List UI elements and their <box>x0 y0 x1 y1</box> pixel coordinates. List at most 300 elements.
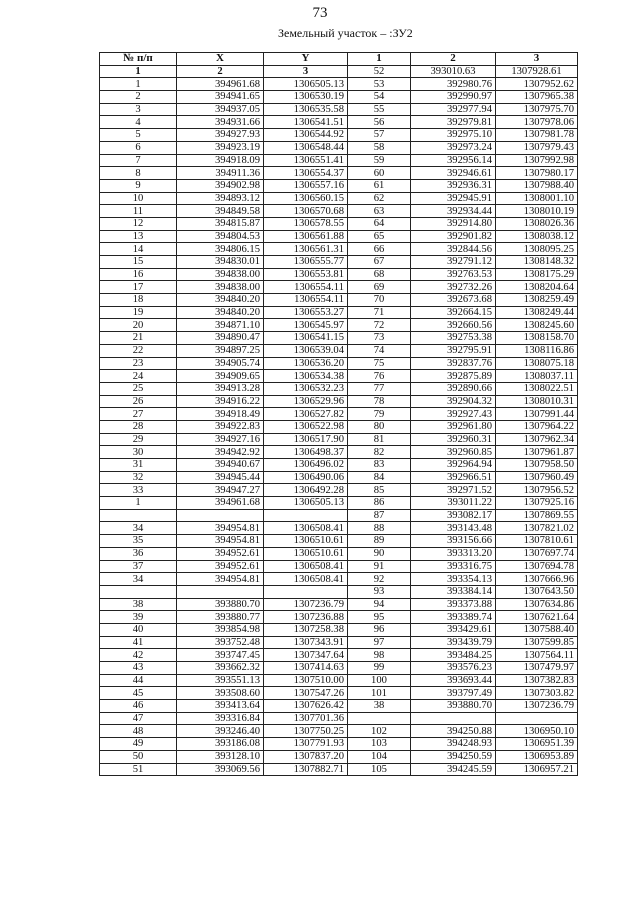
x-coordinate-cell: 394952.61 <box>177 560 264 573</box>
point-number-cell: 17 <box>100 281 177 294</box>
table-row <box>100 522 578 535</box>
y-coordinate-cell: 1306498.37 <box>264 446 348 459</box>
table-row <box>100 585 578 598</box>
x-coordinate-cell: 392927.43 <box>411 408 496 421</box>
y-coordinate-cell: 1307697.74 <box>496 547 578 560</box>
y-coordinate-cell: 1307791.93 <box>264 738 348 751</box>
x-coordinate-cell: 392934.44 <box>411 205 496 218</box>
y-coordinate-cell <box>264 509 348 522</box>
table-row <box>100 382 578 395</box>
x-coordinate-cell: 393069.56 <box>177 763 264 776</box>
x-coordinate-cell: 394248.93 <box>411 738 496 751</box>
parcel-title: Земельный участок – :ЗУ2 <box>278 26 413 40</box>
x-coordinate-cell: 392904.32 <box>411 395 496 408</box>
x-coordinate-cell: 394942.92 <box>177 446 264 459</box>
y-coordinate-cell: 1306517.90 <box>264 433 348 446</box>
y-coordinate-cell <box>264 585 348 598</box>
point-number-cell: 21 <box>100 332 177 345</box>
x-coordinate-cell: 392945.91 <box>411 192 496 205</box>
point-number-cell: 43 <box>100 662 177 675</box>
point-number-cell: 63 <box>348 205 411 218</box>
y-coordinate-cell: 1307978.06 <box>496 116 578 129</box>
point-number-cell: 92 <box>348 573 411 586</box>
x-coordinate-cell: 393429.61 <box>411 623 496 636</box>
x-coordinate-cell: 394806.15 <box>177 243 264 256</box>
y-coordinate-cell: 1306950.10 <box>496 725 578 738</box>
y-coordinate-cell: 1307236.79 <box>496 700 578 713</box>
y-coordinate-cell: 1308116.86 <box>496 344 578 357</box>
point-number-cell: 24 <box>100 370 177 383</box>
point-number-cell: 95 <box>348 611 411 624</box>
x-coordinate-cell: 393082.17 <box>411 509 496 522</box>
x-coordinate-cell: 393186.08 <box>177 738 264 751</box>
y-coordinate-cell: 1307975.70 <box>496 103 578 116</box>
x-coordinate-cell: 394838.00 <box>177 281 264 294</box>
page-number: 73 <box>312 5 328 21</box>
point-number-cell: 93 <box>348 585 411 598</box>
y-coordinate-cell: 1307694.78 <box>496 560 578 573</box>
column-number-cell: 2 <box>177 65 264 78</box>
point-number-cell: 69 <box>348 281 411 294</box>
point-number-cell: 55 <box>348 103 411 116</box>
x-coordinate-cell <box>411 712 496 725</box>
y-coordinate-cell: 1306545.97 <box>264 319 348 332</box>
x-coordinate-cell: 393551.13 <box>177 674 264 687</box>
y-coordinate-cell: 1307621.64 <box>496 611 578 624</box>
point-number-cell: 65 <box>348 230 411 243</box>
table-row <box>100 674 578 687</box>
point-number-cell: 27 <box>100 408 177 421</box>
y-coordinate-cell: 1307837.20 <box>264 750 348 763</box>
table-row <box>100 573 578 586</box>
point-number-cell: 68 <box>348 268 411 281</box>
table-row <box>100 662 578 675</box>
y-coordinate-cell: 1306536.20 <box>264 357 348 370</box>
point-number-cell: 44 <box>100 674 177 687</box>
y-coordinate-cell: 1306553.27 <box>264 306 348 319</box>
table-row <box>100 763 578 776</box>
point-number-cell: 100 <box>348 674 411 687</box>
y-coordinate-cell: 1307961.87 <box>496 446 578 459</box>
y-coordinate-cell: 1308026.36 <box>496 217 578 230</box>
y-coordinate-cell: 1307599.85 <box>496 636 578 649</box>
x-coordinate-cell: 393413.64 <box>177 700 264 713</box>
x-coordinate-cell: 392664.15 <box>411 306 496 319</box>
point-number-cell: 105 <box>348 763 411 776</box>
point-number-cell: 98 <box>348 649 411 662</box>
point-number-cell: 58 <box>348 141 411 154</box>
table-row <box>100 408 578 421</box>
y-coordinate-cell: 1308037.11 <box>496 370 578 383</box>
table-row <box>100 129 578 142</box>
point-number-cell: 102 <box>348 725 411 738</box>
y-coordinate-cell: 1307547.26 <box>264 687 348 700</box>
point-number-cell: 89 <box>348 535 411 548</box>
header-point-number: № п/п <box>100 53 177 66</box>
x-coordinate-cell: 393880.77 <box>177 611 264 624</box>
x-coordinate-cell: 393373.88 <box>411 598 496 611</box>
y-coordinate-cell: 1306544.92 <box>264 129 348 142</box>
point-number-cell: 96 <box>348 623 411 636</box>
y-coordinate-cell: 1306553.81 <box>264 268 348 281</box>
y-coordinate-cell: 1307992.98 <box>496 154 578 167</box>
y-coordinate-cell: 1306554.11 <box>264 281 348 294</box>
table-row <box>100 179 578 192</box>
y-coordinate-cell: 1307981.78 <box>496 129 578 142</box>
y-coordinate-cell: 1308075.18 <box>496 357 578 370</box>
point-number-cell: 23 <box>100 357 177 370</box>
y-coordinate-cell: 1307952.62 <box>496 78 578 91</box>
y-coordinate-cell: 1308175.29 <box>496 268 578 281</box>
point-number-cell: 10 <box>100 192 177 205</box>
y-coordinate-cell: 1308249.44 <box>496 306 578 319</box>
x-coordinate-cell: 392673.68 <box>411 294 496 307</box>
point-number-cell: 28 <box>100 420 177 433</box>
x-coordinate-cell: 393128.10 <box>177 750 264 763</box>
point-number-cell: 71 <box>348 306 411 319</box>
table-row <box>100 91 578 104</box>
y-coordinate-cell: 1306541.15 <box>264 332 348 345</box>
y-coordinate-cell: 1308010.31 <box>496 395 578 408</box>
table-row <box>100 395 578 408</box>
y-coordinate-cell: 1306508.41 <box>264 522 348 535</box>
point-number-cell <box>100 585 177 598</box>
point-number-cell: 86 <box>348 497 411 510</box>
y-coordinate-cell: 1307925.16 <box>496 497 578 510</box>
table-row <box>100 433 578 446</box>
x-coordinate-cell: 394840.20 <box>177 306 264 319</box>
x-coordinate-cell: 393854.98 <box>177 623 264 636</box>
point-number-cell: 4 <box>100 116 177 129</box>
y-coordinate-cell: 1307634.86 <box>496 598 578 611</box>
y-coordinate-cell: 1307258.38 <box>264 623 348 636</box>
point-number-cell: 1 <box>100 497 177 510</box>
y-coordinate-cell: 1306557.16 <box>264 179 348 192</box>
point-number-cell: 52 <box>348 65 411 78</box>
x-coordinate-cell: 393156.66 <box>411 535 496 548</box>
point-number-cell: 31 <box>100 459 177 472</box>
point-number-cell: 41 <box>100 636 177 649</box>
point-number-cell: 18 <box>100 294 177 307</box>
y-coordinate-cell: 1307960.49 <box>496 471 578 484</box>
table-row <box>100 649 578 662</box>
point-number-cell: 59 <box>348 154 411 167</box>
point-number-cell: 34 <box>100 522 177 535</box>
point-number-cell: 94 <box>348 598 411 611</box>
x-coordinate-cell: 394838.00 <box>177 268 264 281</box>
y-coordinate-cell: 1306496.02 <box>264 459 348 472</box>
x-coordinate-cell: 394937.05 <box>177 103 264 116</box>
y-coordinate-cell: 1307588.40 <box>496 623 578 636</box>
point-number-cell: 83 <box>348 459 411 472</box>
x-coordinate-cell: 392973.24 <box>411 141 496 154</box>
y-coordinate-cell: 1307564.11 <box>496 649 578 662</box>
y-coordinate-cell: 1308095.25 <box>496 243 578 256</box>
x-coordinate-cell: 392837.76 <box>411 357 496 370</box>
x-coordinate-cell: 393484.25 <box>411 649 496 662</box>
x-coordinate-cell: 392795.91 <box>411 344 496 357</box>
point-number-cell: 67 <box>348 256 411 269</box>
x-coordinate-cell: 394961.68 <box>177 78 264 91</box>
x-coordinate-cell: 392960.31 <box>411 433 496 446</box>
y-coordinate-cell: 1306529.96 <box>264 395 348 408</box>
header-x: X <box>177 53 264 66</box>
x-coordinate-cell: 393747.45 <box>177 649 264 662</box>
point-number-cell: 37 <box>100 560 177 573</box>
point-number-cell: 78 <box>348 395 411 408</box>
x-coordinate-cell: 393313.20 <box>411 547 496 560</box>
x-coordinate-cell: 394952.61 <box>177 547 264 560</box>
point-number-cell: 42 <box>100 649 177 662</box>
y-coordinate-cell: 1307510.00 <box>264 674 348 687</box>
table-row <box>100 484 578 497</box>
y-coordinate-cell: 1306508.41 <box>264 573 348 586</box>
x-coordinate-cell: 394947.27 <box>177 484 264 497</box>
y-coordinate-cell: 1306560.15 <box>264 192 348 205</box>
x-coordinate-cell: 392966.51 <box>411 471 496 484</box>
y-coordinate-cell: 1307303.82 <box>496 687 578 700</box>
table-row <box>100 344 578 357</box>
y-coordinate-cell: 1308010.19 <box>496 205 578 218</box>
point-number-cell: 38 <box>100 598 177 611</box>
point-number-cell: 64 <box>348 217 411 230</box>
x-coordinate-cell: 392936.31 <box>411 179 496 192</box>
x-coordinate-cell: 394961.68 <box>177 497 264 510</box>
y-coordinate-cell: 1307988.40 <box>496 179 578 192</box>
y-coordinate-cell: 1306570.68 <box>264 205 348 218</box>
y-coordinate-cell: 1308245.60 <box>496 319 578 332</box>
point-number-cell: 30 <box>100 446 177 459</box>
header-y-2: 3 <box>496 53 578 66</box>
table-row <box>100 205 578 218</box>
point-number-cell: 11 <box>100 205 177 218</box>
point-number-cell: 60 <box>348 167 411 180</box>
point-number-cell: 26 <box>100 395 177 408</box>
y-coordinate-cell: 1307236.79 <box>264 598 348 611</box>
point-number-cell: 85 <box>348 484 411 497</box>
y-coordinate-cell: 1307701.36 <box>264 712 348 725</box>
table-header-row <box>100 53 578 66</box>
point-number-cell: 33 <box>100 484 177 497</box>
x-coordinate-cell: 393389.74 <box>411 611 496 624</box>
table-row <box>100 357 578 370</box>
y-coordinate-cell: 1306534.38 <box>264 370 348 383</box>
y-coordinate-cell: 1308204.64 <box>496 281 578 294</box>
y-coordinate-cell: 1306492.28 <box>264 484 348 497</box>
x-coordinate-cell: 393011.22 <box>411 497 496 510</box>
table-row <box>100 217 578 230</box>
table-row <box>100 370 578 383</box>
point-number-cell: 84 <box>348 471 411 484</box>
point-number-cell <box>100 509 177 522</box>
point-number-cell: 90 <box>348 547 411 560</box>
y-coordinate-cell: 1308001.10 <box>496 192 578 205</box>
x-coordinate-cell: 394897.25 <box>177 344 264 357</box>
column-number-cell: 3 <box>264 65 348 78</box>
table-row <box>100 319 578 332</box>
table-row <box>100 167 578 180</box>
y-coordinate-cell: 1307964.22 <box>496 420 578 433</box>
point-number-cell: 72 <box>348 319 411 332</box>
point-number-cell: 66 <box>348 243 411 256</box>
x-coordinate-cell: 392946.61 <box>411 167 496 180</box>
point-number-cell: 3 <box>100 103 177 116</box>
y-coordinate-cell: 1307962.34 <box>496 433 578 446</box>
point-number-cell: 14 <box>100 243 177 256</box>
point-number-cell: 77 <box>348 382 411 395</box>
table-row <box>100 420 578 433</box>
x-coordinate-cell: 392960.85 <box>411 446 496 459</box>
y-coordinate-cell: 1306505.13 <box>264 78 348 91</box>
x-coordinate-cell: 393246.40 <box>177 725 264 738</box>
header-x-2: 2 <box>411 53 496 66</box>
point-number-cell: 82 <box>348 446 411 459</box>
x-coordinate-cell: 392732.26 <box>411 281 496 294</box>
x-coordinate-cell: 392975.10 <box>411 129 496 142</box>
point-number-cell: 49 <box>100 738 177 751</box>
x-coordinate-cell: 394893.12 <box>177 192 264 205</box>
table-row <box>100 294 578 307</box>
point-number-cell: 70 <box>348 294 411 307</box>
y-coordinate-cell: 1306578.55 <box>264 217 348 230</box>
point-number-cell: 53 <box>348 78 411 91</box>
y-coordinate-cell: 1307643.50 <box>496 585 578 598</box>
point-number-cell: 45 <box>100 687 177 700</box>
point-number-cell: 1 <box>100 78 177 91</box>
point-number-cell: 81 <box>348 433 411 446</box>
x-coordinate-cell: 394815.87 <box>177 217 264 230</box>
header-point-number-2: 1 <box>348 53 411 66</box>
point-number-cell: 29 <box>100 433 177 446</box>
x-coordinate-cell: 392914.80 <box>411 217 496 230</box>
point-number-cell: 101 <box>348 687 411 700</box>
point-number-cell: 47 <box>100 712 177 725</box>
coordinates-table <box>99 52 578 776</box>
point-number-cell: 7 <box>100 154 177 167</box>
x-coordinate-cell: 393508.60 <box>177 687 264 700</box>
point-number-cell: 32 <box>100 471 177 484</box>
y-coordinate-cell: 1307626.42 <box>264 700 348 713</box>
y-coordinate-cell: 1306957.21 <box>496 763 578 776</box>
point-number-cell: 87 <box>348 509 411 522</box>
y-coordinate-cell: 1306508.41 <box>264 560 348 573</box>
x-coordinate-cell: 393143.48 <box>411 522 496 535</box>
y-coordinate-cell: 1306561.31 <box>264 243 348 256</box>
x-coordinate-cell: 392875.89 <box>411 370 496 383</box>
x-coordinate-cell: 393384.14 <box>411 585 496 598</box>
x-coordinate-cell: 394927.93 <box>177 129 264 142</box>
y-coordinate-cell: 1308022.51 <box>496 382 578 395</box>
x-coordinate-cell: 392980.76 <box>411 78 496 91</box>
y-coordinate-cell: 1307236.88 <box>264 611 348 624</box>
y-coordinate-cell: 1306535.58 <box>264 103 348 116</box>
point-number-cell: 16 <box>100 268 177 281</box>
point-number-cell: 88 <box>348 522 411 535</box>
x-coordinate-cell: 392901.82 <box>411 230 496 243</box>
y-coordinate-cell <box>496 712 578 725</box>
x-coordinate-cell: 394804.53 <box>177 230 264 243</box>
point-number-cell: 8 <box>100 167 177 180</box>
point-number-cell <box>348 712 411 725</box>
table-row <box>100 497 578 510</box>
point-number-cell: 13 <box>100 230 177 243</box>
table-row <box>100 332 578 345</box>
y-coordinate-cell: 1308158.70 <box>496 332 578 345</box>
point-number-cell: 54 <box>348 91 411 104</box>
table-row <box>100 700 578 713</box>
x-coordinate-cell: 394911.36 <box>177 167 264 180</box>
y-coordinate-cell: 1307382.83 <box>496 674 578 687</box>
x-coordinate-cell: 393439.79 <box>411 636 496 649</box>
y-coordinate-cell: 1306554.11 <box>264 294 348 307</box>
point-number-cell: 34 <box>100 573 177 586</box>
y-coordinate-cell: 1306539.04 <box>264 344 348 357</box>
point-number-cell: 97 <box>348 636 411 649</box>
x-coordinate-cell: 394830.01 <box>177 256 264 269</box>
table-row <box>100 103 578 116</box>
point-number-cell: 99 <box>348 662 411 675</box>
y-coordinate-cell: 1307750.25 <box>264 725 348 738</box>
y-coordinate-cell: 1306510.61 <box>264 547 348 560</box>
y-coordinate-cell: 1307980.17 <box>496 167 578 180</box>
x-coordinate-cell: 392990.97 <box>411 91 496 104</box>
table-row <box>100 560 578 573</box>
y-coordinate-cell: 1307965.38 <box>496 91 578 104</box>
y-coordinate-cell: 1306953.89 <box>496 750 578 763</box>
x-coordinate-cell: 393662.32 <box>177 662 264 675</box>
table-row <box>100 306 578 319</box>
point-number-cell: 25 <box>100 382 177 395</box>
x-coordinate-cell: 392763.53 <box>411 268 496 281</box>
x-coordinate-cell: 392844.56 <box>411 243 496 256</box>
point-number-cell: 91 <box>348 560 411 573</box>
y-coordinate-cell: 1306548.44 <box>264 141 348 154</box>
x-coordinate-cell: 394918.09 <box>177 154 264 167</box>
y-coordinate-cell: 1307479.97 <box>496 662 578 675</box>
point-number-cell: 9 <box>100 179 177 192</box>
y-coordinate-cell: 1307956.52 <box>496 484 578 497</box>
point-number-cell: 46 <box>100 700 177 713</box>
point-number-cell: 80 <box>348 420 411 433</box>
y-coordinate-cell: 1307882.71 <box>264 763 348 776</box>
x-coordinate-cell: 393316.84 <box>177 712 264 725</box>
table-row <box>100 611 578 624</box>
x-coordinate-cell: 393880.70 <box>411 700 496 713</box>
point-number-cell: 40 <box>100 623 177 636</box>
x-coordinate-cell: 393693.44 <box>411 674 496 687</box>
point-number-cell: 56 <box>348 116 411 129</box>
point-number-cell: 62 <box>348 192 411 205</box>
point-number-cell: 57 <box>348 129 411 142</box>
y-coordinate-cell: 1307666.96 <box>496 573 578 586</box>
x-coordinate-cell: 394931.66 <box>177 116 264 129</box>
x-coordinate-cell: 392956.14 <box>411 154 496 167</box>
x-coordinate-cell: 394945.44 <box>177 471 264 484</box>
y-coordinate-cell: 1307343.91 <box>264 636 348 649</box>
x-coordinate-cell: 393576.23 <box>411 662 496 675</box>
y-coordinate-cell: 1306551.41 <box>264 154 348 167</box>
x-coordinate-cell: 394902.98 <box>177 179 264 192</box>
x-coordinate-cell: 394922.83 <box>177 420 264 433</box>
point-number-cell: 76 <box>348 370 411 383</box>
table-row <box>100 446 578 459</box>
point-number-cell: 15 <box>100 256 177 269</box>
y-coordinate-cell: 1306532.23 <box>264 382 348 395</box>
y-coordinate-cell: 1306510.61 <box>264 535 348 548</box>
x-coordinate-cell <box>177 509 264 522</box>
y-coordinate-cell: 1306530.19 <box>264 91 348 104</box>
x-coordinate-cell: 392979.81 <box>411 116 496 129</box>
